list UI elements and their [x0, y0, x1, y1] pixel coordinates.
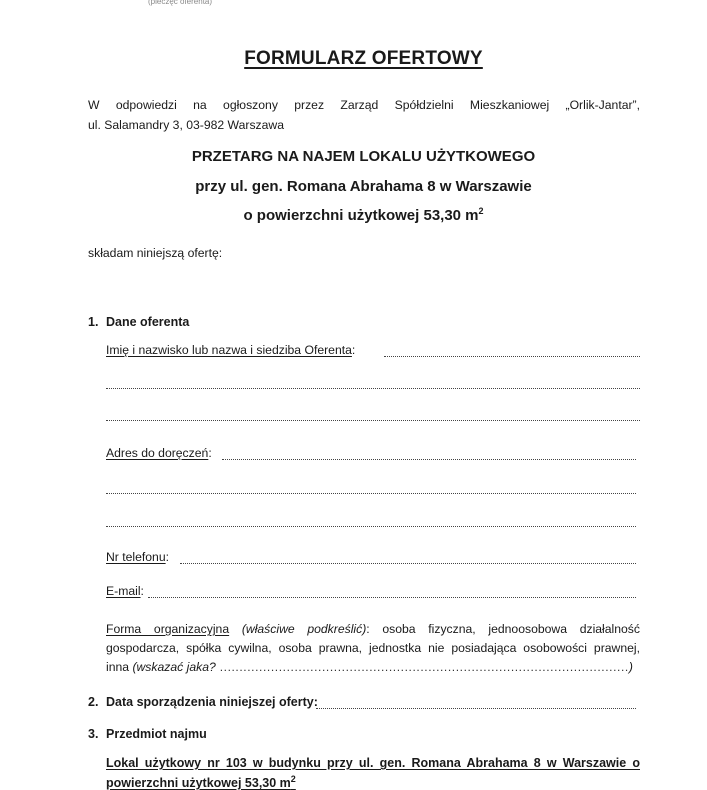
org-form-line-2: gospodarcza, spółka cywilna, osoba prawna, jednostka nie posiadająca osobowości prawnej,	[106, 641, 640, 655]
intro-line-1: W odpowiedzi na ogłoszony przez Zarząd Spółdzielni Mieszkaniowej „Orlik-Jantar”,	[88, 98, 640, 112]
page-title: FORMULARZ OFERTOWY	[244, 48, 483, 69]
tender-heading-2: przy ul. gen. Romana Abrahama 8 w Warszawie	[195, 178, 532, 195]
org-form-line-1: Forma organizacyjna (właściwe podkreślić): osoba fizyczna, jednoosobowa działalność	[106, 622, 640, 636]
section-1-title: Dane oferenta	[106, 315, 190, 329]
name-field-line-3[interactable]	[106, 420, 640, 421]
name-field-label: Imię i nazwisko lub nazwa i siedziba Oferenta:	[106, 343, 356, 357]
address-field-line-2[interactable]	[106, 493, 636, 494]
address-field-line-1[interactable]	[222, 459, 636, 460]
address-field-line-3[interactable]	[106, 526, 636, 527]
phone-field-line[interactable]	[180, 563, 636, 564]
submit-statement: składam niniejszą ofertę:	[88, 246, 223, 260]
address-field-label: Adres do doręczeń:	[106, 446, 212, 460]
section-2-number: 2.	[88, 695, 99, 709]
rental-subject-line-1: Lokal użytkowy nr 103 w budynku przy ul. gen. Romana Abrahama 8 w Warszawie o	[106, 756, 640, 770]
section-1-number: 1.	[88, 315, 99, 329]
section-3-title: Przedmiot najmu	[106, 727, 207, 741]
email-field-line[interactable]	[148, 597, 636, 598]
intro-line-2: ul. Salamandry 3, 03-982 Warszawa	[88, 118, 284, 132]
stamp-caption: (pieczęć oferenta)	[148, 0, 213, 6]
name-field-line-1[interactable]	[384, 356, 640, 357]
org-form-line-3: inna (wskazać jaka? ........................................................................................................)	[106, 660, 633, 674]
email-field-label: E-mail:	[106, 584, 144, 598]
tender-heading-1: PRZETARG NA NAJEM LOKALU UŻYTKOWEGO	[191, 148, 536, 165]
tender-heading-3: o powierzchni użytkowej 53,30 $m^2$	[243, 206, 484, 224]
section-3-number: 3.	[88, 727, 99, 741]
phone-field-label: Nr telefonu:	[106, 550, 170, 564]
offer-date-line[interactable]	[316, 708, 636, 709]
rental-subject-line-2: powierzchni użytkowej 53,30 $m^2$	[106, 774, 296, 790]
section-2-title: Data sporządzenia niniejszej oferty:	[106, 695, 318, 709]
name-field-line-2[interactable]	[106, 388, 640, 389]
